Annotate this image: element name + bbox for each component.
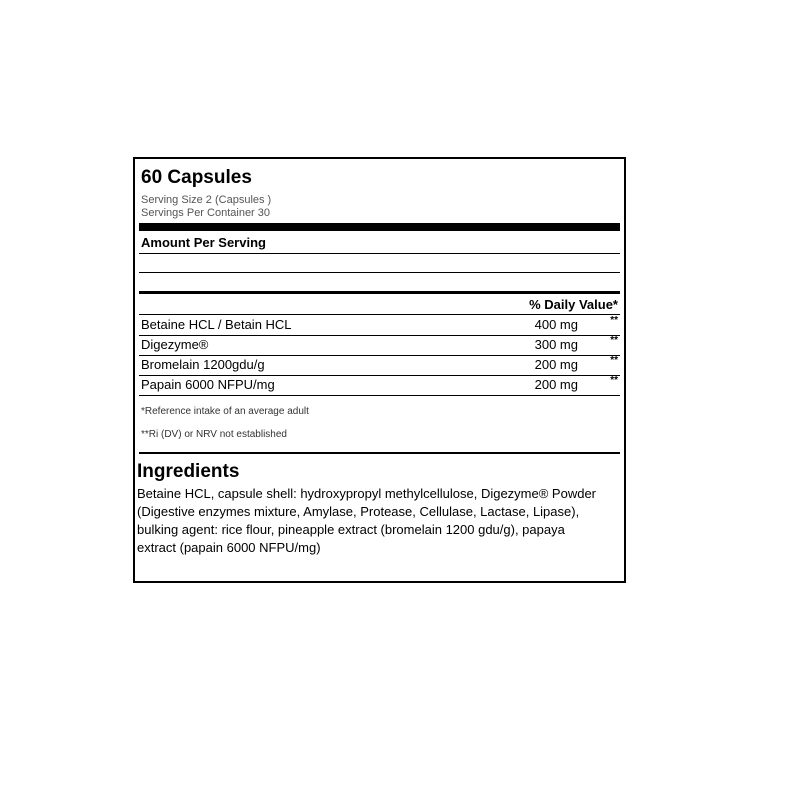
nutrient-amount: 300 mg <box>534 337 578 352</box>
nutrient-dv: ** <box>610 375 618 386</box>
serving-size: Serving Size 2 (Capsules ) <box>141 194 272 206</box>
row-divider <box>139 395 620 396</box>
nutrient-amount: 400 mg <box>534 317 578 332</box>
nutrient-amount: 200 mg <box>534 357 578 372</box>
thick-divider <box>139 223 620 231</box>
nutrient-row <box>139 355 620 375</box>
section-divider <box>139 452 620 454</box>
nutrient-name: Digezyme® <box>141 337 209 352</box>
divider-2 <box>139 272 620 273</box>
supplement-facts-panel <box>133 157 626 583</box>
nutrient-dv: ** <box>610 335 618 346</box>
nutrient-name: Bromelain 1200gdu/g <box>141 357 265 372</box>
nutrient-dv: ** <box>610 355 618 366</box>
ingredients-text: Betaine HCL, capsule shell: hydroxypropyl methylcellulose, Digezyme® Powder (Digestive enzymes mixture, Amylase, Protease, Cellulase, Lactase, Lipase), bulking agent: rice flour, pineapple extract (bromelain 1200 gdu/g), papaya extract (papain 6000 NFPU/mg) <box>137 486 597 555</box>
nutrient-dv: ** <box>610 315 618 326</box>
nutrient-row <box>139 335 620 355</box>
nutrient-name: Betaine HCL / Betain HCL <box>141 317 292 332</box>
nutrient-amount: 200 mg <box>534 377 578 392</box>
divider-3 <box>139 291 620 294</box>
footnote-not-established: **Ri (DV) or NRV not established <box>141 429 287 440</box>
amount-per-serving-header: Amount Per Serving <box>141 235 266 250</box>
ingredients-title: Ingredients <box>137 461 240 482</box>
nutrient-row <box>139 375 620 395</box>
servings-per-container: Servings Per Container 30 <box>141 207 271 219</box>
nutrient-row <box>139 315 620 335</box>
footnote-reference: *Reference intake of an average adult <box>141 406 309 417</box>
divider-1 <box>139 253 620 254</box>
nutrient-name: Papain 6000 NFPU/mg <box>141 377 275 392</box>
product-title: 60 Capsules <box>141 167 252 188</box>
daily-value-header: % Daily Value* <box>529 297 618 312</box>
